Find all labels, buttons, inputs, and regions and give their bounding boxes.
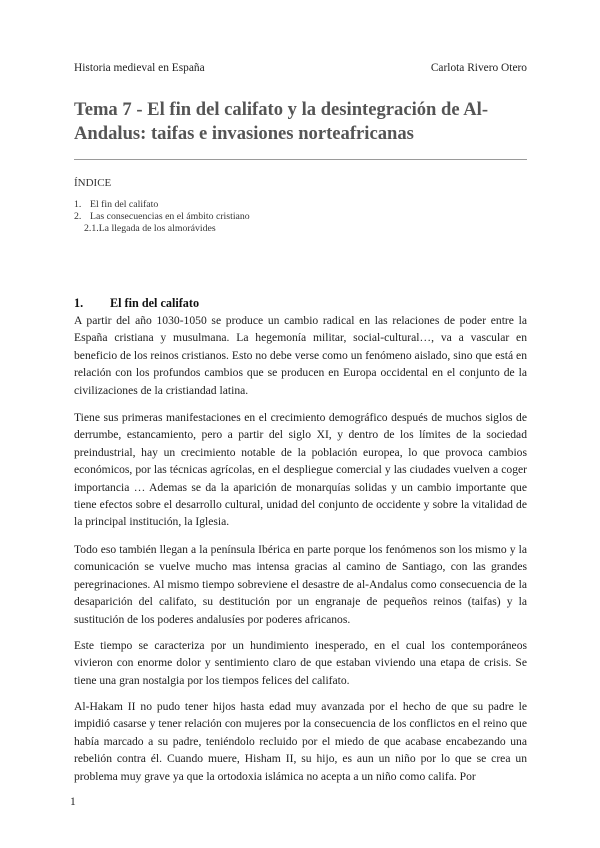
toc-subitem-2-1[interactable] (74, 223, 527, 235)
title-divider (74, 159, 527, 160)
paragraph: A partir del año 1030-1050 se produce un cambio radical en las relaciones de poder entre la España cristiana y musulmana. La hegemonía militar, social-cultural…, va a vascular en beneficio de los reinos cristianos. Esto no debe verse como un fenómeno aislado, sino que está en relación con los profundos cambios que se producen en Europa occidental en el conjunto de la civilizaciones de la cristiandad latina. (74, 314, 527, 397)
toc-item-number: 2. (74, 211, 82, 222)
paragraph: Al-Hakam II no pudo tener hijos hasta edad muy avanzada por el hecho de que su padre le impidió casarse y tener relación con mujeres por la consecuencia de los conflictos en el reino que había marcado a su padre, teniéndolo recluido por el miedo de que acabase encabezando una rebelión contra él. Cuando muere, Hisham II, su hijo, es aun un niño por lo que se crea un problema muy grave ya que la ortodoxia islámica no acepta a un niño como califa. Por (74, 700, 527, 783)
toc-item-number: 1. (74, 199, 82, 210)
paragraph: Este tiempo se caracteriza por un hundimiento inesperado, en el cual los contemporáneos vivieron con enorme dolor y sentimiento claro de que estaban viviendo una etapa de crisis. Se tiene una gran nostalgia por los tiempos felices del califato. (74, 639, 527, 687)
paragraph: Tiene sus primeras manifestaciones en el crecimiento demográfico después de muchos siglos de derrumbe, estancamiento, pero a partir del siglo XI, y dentro de los límites de la sociedad preindustrial, hay un crecimiento notable de la población europea, lo que provoca cambios económicos, por las técnicas agrícolas, en el despliegue comercial y las ciudades vuelven a coger importancia … Ademas se da la aparición de monarquías solidas y un cambio importante que tiene efectos sobre el desarrollo cultural, unidad del conjunto de occidente y sobre la vitalidad de la principal institución, la Iglesia. (74, 411, 527, 529)
toc-heading: ÍNDICE (74, 177, 112, 189)
section-heading (74, 296, 199, 311)
toc-item-1[interactable] (74, 199, 527, 211)
header-author: Carlota Rivero Otero (430, 62, 527, 74)
toc-item-label: Las consecuencias en el ámbito cristiano (90, 211, 250, 222)
toc-subitem-label: 2.1.La llegada de los almorávides (84, 223, 216, 234)
page-header (74, 61, 527, 75)
paragraph: Todo eso también llegan a la península Ibérica en parte porque los fenómenos son los mismo y la comunicación se vuelve mucho mas intensa gracias al camino de Santiago, con las grandes peregrinaciones. Al mismo tiempo sobreviene el desastre de al-Andalus como consecuencia de la desaparición del califato, su destitución por un engranaje de pequeños reinos (taifas) y la sustitución de los poderes andalusíes por poderes africanos. (74, 543, 527, 626)
header-course: Historia medieval en España (74, 62, 205, 74)
toc-item-label: El fin del califato (90, 199, 159, 210)
section-title: El fin del califato (110, 296, 200, 310)
document-title: Tema 7 - El fin del califato y la desintegración de Al-Andalus: taifas e invasiones norteafricanas (74, 99, 489, 144)
table-of-contents (74, 199, 527, 235)
page-number: 1 (70, 795, 76, 808)
section-number: 1. (74, 296, 84, 310)
toc-item-2[interactable] (74, 211, 527, 223)
